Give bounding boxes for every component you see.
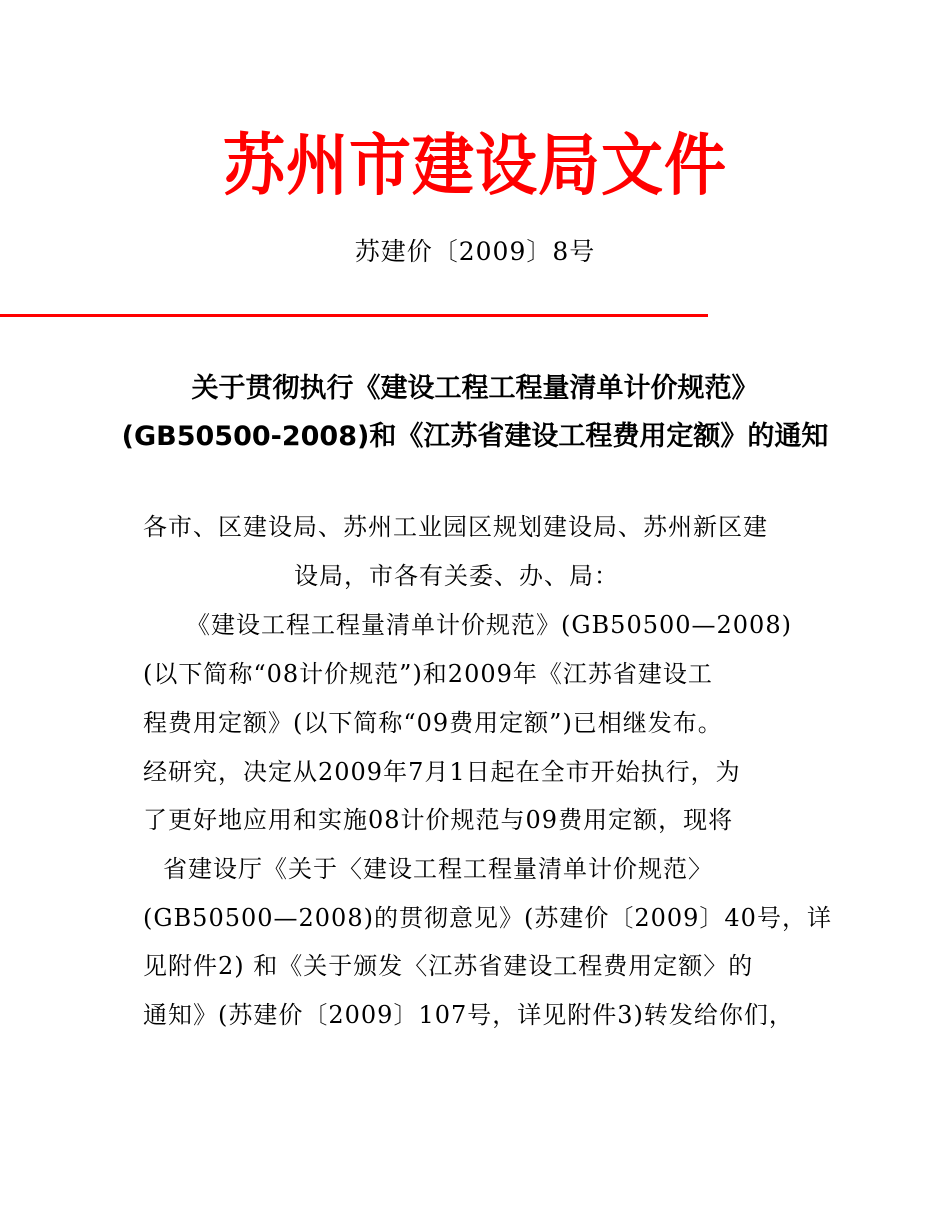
body-line: 了更好地应用和实施08计价规范与09费用定额，现将 [143,806,734,834]
notice-title-line-2: (GB50500-2008)和《江苏省建设工程费用定额》的通知 [121,421,829,452]
issuer-header-title: 苏州市建设局文件 [222,126,727,205]
body-line: (GB50500—2008)的贯彻意见》(苏建价〔2009〕40号，详 [143,904,832,932]
body-line: (以下简称“08计价规范”)和2009年《江苏省建设工 [143,660,713,688]
red-divider-rule [0,314,708,317]
body-line: 经研究，决定从2009年7月1日起在全市开始执行，为 [143,758,741,786]
body-line: 通知》(苏建价〔2009〕107号，详见附件3)转发给你们， [143,1001,794,1029]
document-number: 苏建价〔2009〕8号 [354,237,596,266]
body-line: 省建设厅《关于〈建设工程工程量清单计价规范〉 [163,855,713,883]
notice-title-line-1: 关于贯彻执行《建设工程工程量清单计价规范》 [191,373,759,404]
recipients-line-1: 各市、区建设局、苏州工业园区规划建设局、苏州新区建 [143,513,768,541]
recipients-line-2: 设局，市各有关委、办、局： [294,562,619,590]
body-line: 见附件2) 和《关于颁发〈江苏省建设工程费用定额〉的 [143,952,754,980]
body-line: 《建设工程工程量清单计价规范》(GB50500—2008) [186,611,792,639]
body-line: 程费用定额》(以下简称“09费用定额”)已相继发布。 [143,709,723,737]
